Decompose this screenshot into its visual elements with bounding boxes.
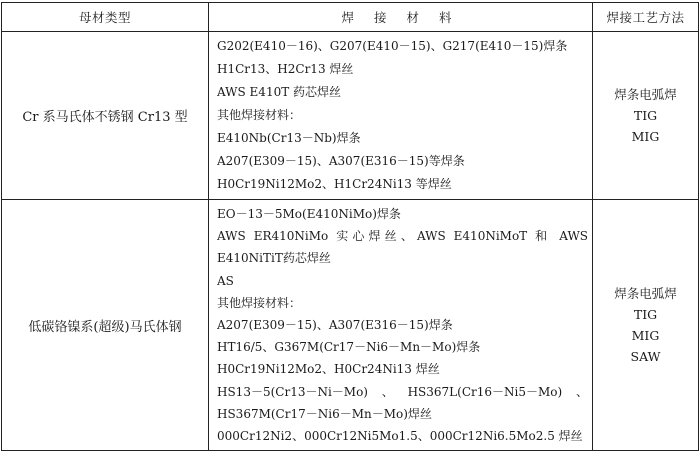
header-welding-material: 焊 接 材 料: [209, 3, 593, 32]
materials-cell: [209, 32, 593, 200]
material-line: H1Cr13、H2Cr13 焊丝: [217, 62, 354, 76]
header-row: [2, 3, 699, 32]
material-line: A207(E309－15)、A307(E316－15)等焊条: [217, 154, 465, 168]
material-line: E410Nb(Cr13－Nb)焊条: [217, 131, 361, 145]
process-item: 焊条电弧焊: [614, 286, 677, 302]
material-line: AWS E410T 药芯焊丝: [217, 85, 342, 99]
material-line: HT16/5、G367M(Cr17－Ni6－Mn－Mo)焊条: [217, 340, 481, 355]
welding-materials-table: [1, 2, 699, 451]
material-line: G202(E410－16)、G207(E410－15)、G217(E410－15)焊条: [217, 39, 568, 53]
material-line: A207(E309－15)、A307(E316－15)焊条: [217, 317, 453, 332]
header-base-material: 母材类型: [2, 3, 209, 32]
material-line: EO－13－5Mo(E410NiMo)焊条: [217, 207, 401, 221]
material-line: 其他焊接材料：: [217, 108, 302, 122]
base-material-cell: 低碳铬镍系(超级)马氏体钢: [2, 200, 209, 451]
material-line: H0Cr19Ni12Mo2、H1Cr24Ni13 等焊丝: [217, 177, 452, 191]
process-item: MIG: [631, 129, 660, 144]
process-item: TIG: [633, 108, 658, 123]
material-line: H0Cr19Ni12Mo2、H0Cr24Ni13 焊丝: [217, 362, 440, 377]
table-row: [2, 200, 699, 451]
material-line: E410NiTiT药芯焊丝: [217, 251, 331, 266]
material-line: 其他焊接材料：: [217, 295, 302, 310]
process-item: 焊条电弧焊: [614, 87, 677, 102]
process-item: MIG: [631, 328, 660, 344]
process-item: TIG: [633, 307, 658, 323]
material-line: HS367M(Cr17－Ni6－Mn－Mo)焊丝: [217, 406, 432, 421]
material-line: 000Cr12Ni2、000Cr12Ni5Mo1.5、000Cr12Ni6.5Mo2.5 焊丝: [217, 428, 583, 443]
material-line: AWS ER410NiMo 实心焊丝、AWS E410NiMoT 和 AWS: [217, 229, 588, 244]
process-item: SAW: [630, 349, 661, 365]
material-line: HS13－5(Cr13－Ni－Mo)、HS367L(Cr16－Ni5－Mo)、: [217, 384, 588, 399]
process-cell: [593, 32, 699, 200]
material-line: AS: [217, 273, 234, 288]
table-row: [2, 32, 699, 200]
header-process: 焊接工艺方法: [593, 3, 699, 32]
base-material-cell: Cr 系马氏体不锈钢 Cr13 型: [2, 32, 209, 200]
process-cell: [593, 200, 699, 451]
materials-cell: [209, 200, 593, 451]
